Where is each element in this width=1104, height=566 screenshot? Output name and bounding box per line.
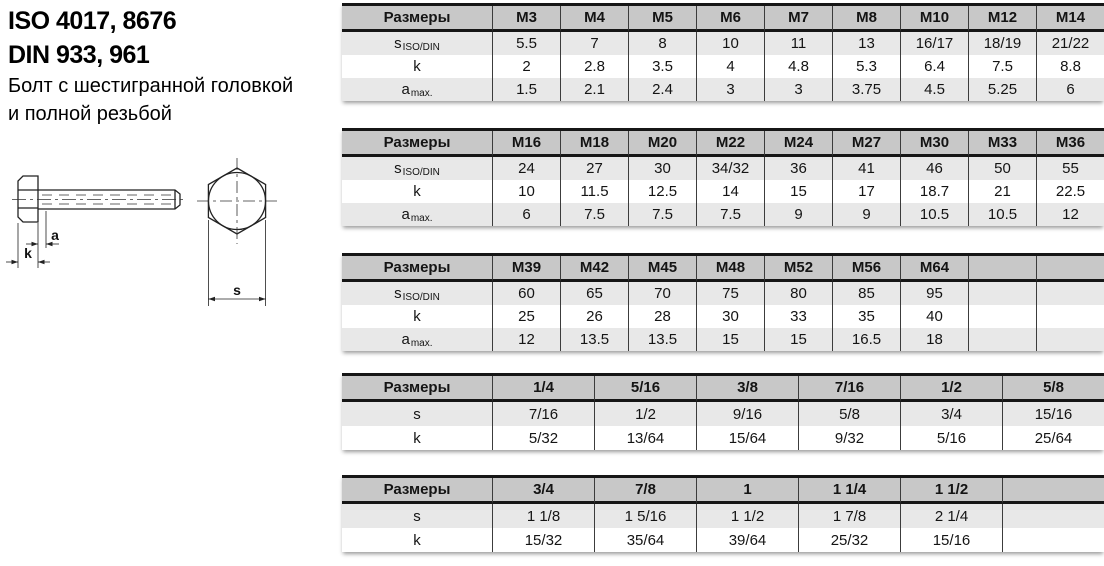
column-header	[1036, 256, 1104, 282]
spec-table-1	[342, 3, 1104, 101]
value-cell	[968, 282, 1036, 305]
value-cell: 40	[900, 305, 968, 328]
column-header: 1/2	[900, 376, 1002, 402]
row-label	[342, 328, 492, 351]
value-cell: 15	[696, 328, 764, 351]
column-header: M42	[560, 256, 628, 282]
row-label	[342, 78, 492, 101]
value-cell: 1/2	[594, 402, 696, 426]
value-cell	[968, 328, 1036, 351]
bolt-technical-drawing	[4, 156, 290, 334]
column-header: 1	[696, 478, 798, 504]
row-label-subscript: max.	[410, 213, 433, 224]
description-line-2: и полной резьбой	[8, 103, 172, 125]
value-cell: 46	[900, 157, 968, 180]
value-cell: 2.1	[560, 78, 628, 101]
value-cell: 14	[696, 180, 764, 203]
column-header: 7/8	[594, 478, 696, 504]
value-cell: 2 1/4	[900, 504, 1002, 528]
value-cell: 13	[832, 32, 900, 55]
value-cell: 10.5	[900, 203, 968, 226]
value-cell	[1036, 305, 1104, 328]
value-cell: 35/64	[594, 528, 696, 552]
dim-label-a: a	[51, 227, 59, 243]
value-cell: 3	[696, 78, 764, 101]
row-label	[342, 504, 492, 528]
standards-din: DIN 933, 961	[8, 41, 150, 69]
column-header: M6	[696, 6, 764, 32]
column-header: M39	[492, 256, 560, 282]
bolt-side-view	[18, 176, 180, 222]
value-cell: 3/4	[900, 402, 1002, 426]
value-cell	[1002, 528, 1104, 552]
row-label-subscript: max.	[410, 338, 433, 349]
value-cell: 3	[764, 78, 832, 101]
column-header: M27	[832, 131, 900, 157]
value-cell: 6	[1036, 78, 1104, 101]
column-header: M52	[764, 256, 832, 282]
column-header: M56	[832, 256, 900, 282]
value-cell: 5.25	[968, 78, 1036, 101]
value-cell: 9/16	[696, 402, 798, 426]
value-cell: 24	[492, 157, 560, 180]
value-cell: 12	[1036, 203, 1104, 226]
row-label-symbol: s	[394, 160, 402, 177]
value-cell: 12.5	[628, 180, 696, 203]
value-cell: 9	[832, 203, 900, 226]
value-cell: 13.5	[560, 328, 628, 351]
value-cell: 13/64	[594, 426, 696, 450]
spec-table-4	[342, 373, 1104, 450]
column-header	[1002, 478, 1104, 504]
value-cell: 8	[628, 32, 696, 55]
value-cell: 13.5	[628, 328, 696, 351]
column-header: M45	[628, 256, 696, 282]
row-label-symbol: a	[401, 206, 410, 223]
value-cell: 21	[968, 180, 1036, 203]
value-cell: 7.5	[560, 203, 628, 226]
row-label-symbol: a	[401, 331, 410, 348]
value-cell: 39/64	[696, 528, 798, 552]
value-cell: 5.5	[492, 32, 560, 55]
value-cell: 65	[560, 282, 628, 305]
row-label-symbol: s	[413, 507, 421, 525]
value-cell: 25/64	[1002, 426, 1104, 450]
column-header	[968, 256, 1036, 282]
value-cell: 7.5	[696, 203, 764, 226]
row-label	[342, 157, 492, 180]
spec-table-2	[342, 128, 1104, 226]
value-cell: 28	[628, 305, 696, 328]
column-header: 7/16	[798, 376, 900, 402]
value-cell: 8.8	[1036, 55, 1104, 78]
row-label	[342, 180, 492, 203]
table-header-label: Размеры	[342, 256, 492, 282]
column-header: 5/8	[1002, 376, 1104, 402]
column-header: M12	[968, 6, 1036, 32]
value-cell: 16.5	[832, 328, 900, 351]
spec-table-5	[342, 475, 1104, 552]
value-cell: 10	[696, 32, 764, 55]
row-label-symbol: a	[401, 81, 410, 98]
row-label-symbol: s	[394, 285, 402, 302]
value-cell: 1 5/16	[594, 504, 696, 528]
value-cell: 9/32	[798, 426, 900, 450]
column-header: 1 1/2	[900, 478, 1002, 504]
value-cell: 36	[764, 157, 832, 180]
value-cell: 15/16	[1002, 402, 1104, 426]
table-header-label: Размеры	[342, 376, 492, 402]
row-label-symbol: s	[413, 405, 421, 423]
standards-block	[8, 4, 293, 128]
value-cell: 5/16	[900, 426, 1002, 450]
value-cell: 30	[628, 157, 696, 180]
value-cell: 1 1/2	[696, 504, 798, 528]
value-cell: 18.7	[900, 180, 968, 203]
value-cell: 1.5	[492, 78, 560, 101]
value-cell: 18	[900, 328, 968, 351]
tables-panel	[342, 0, 1104, 566]
value-cell: 10	[492, 180, 560, 203]
value-cell: 7	[560, 32, 628, 55]
value-cell	[1036, 282, 1104, 305]
value-cell: 4	[696, 55, 764, 78]
dim-label-s: s	[233, 282, 241, 298]
column-header: M7	[764, 6, 832, 32]
row-label	[342, 426, 492, 450]
value-cell: 25	[492, 305, 560, 328]
description-line-1: Болт с шестигранной головкой	[8, 75, 294, 97]
value-cell: 3.5	[628, 55, 696, 78]
row-label-symbol: k	[413, 531, 421, 549]
row-label-symbol: k	[413, 308, 421, 325]
column-header: M48	[696, 256, 764, 282]
row-label	[342, 282, 492, 305]
value-cell: 2	[492, 55, 560, 78]
table-header-label: Размеры	[342, 131, 492, 157]
column-header: M18	[560, 131, 628, 157]
value-cell: 34/32	[696, 157, 764, 180]
column-header: M3	[492, 6, 560, 32]
value-cell: 11	[764, 32, 832, 55]
row-label	[342, 32, 492, 55]
row-label	[342, 402, 492, 426]
value-cell: 4.5	[900, 78, 968, 101]
value-cell: 16/17	[900, 32, 968, 55]
value-cell: 2.8	[560, 55, 628, 78]
value-cell: 7.5	[628, 203, 696, 226]
column-header: 1 1/4	[798, 478, 900, 504]
value-cell: 7/16	[492, 402, 594, 426]
value-cell: 11.5	[560, 180, 628, 203]
row-label-symbol: k	[413, 429, 421, 447]
column-header: M5	[628, 6, 696, 32]
value-cell: 70	[628, 282, 696, 305]
value-cell: 75	[696, 282, 764, 305]
value-cell: 12	[492, 328, 560, 351]
row-label-symbol: s	[394, 35, 402, 52]
table-header-label: Размеры	[342, 6, 492, 32]
dim-label-k: k	[24, 245, 32, 261]
value-cell: 1 1/8	[492, 504, 594, 528]
value-cell: 80	[764, 282, 832, 305]
value-cell	[968, 305, 1036, 328]
row-label	[342, 305, 492, 328]
value-cell: 6.4	[900, 55, 968, 78]
column-header: 5/16	[594, 376, 696, 402]
column-header: M10	[900, 6, 968, 32]
value-cell: 7.5	[968, 55, 1036, 78]
standards-iso: ISO 4017, 8676	[8, 7, 177, 35]
row-label-symbol: k	[413, 183, 421, 200]
column-header: M4	[560, 6, 628, 32]
column-header: M30	[900, 131, 968, 157]
column-header: M20	[628, 131, 696, 157]
value-cell: 10.5	[968, 203, 1036, 226]
column-header: M33	[968, 131, 1036, 157]
column-header: M64	[900, 256, 968, 282]
value-cell: 85	[832, 282, 900, 305]
value-cell: 22.5	[1036, 180, 1104, 203]
value-cell: 17	[832, 180, 900, 203]
column-header: 3/4	[492, 478, 594, 504]
value-cell: 60	[492, 282, 560, 305]
value-cell: 41	[832, 157, 900, 180]
value-cell: 26	[560, 305, 628, 328]
value-cell: 15/32	[492, 528, 594, 552]
row-label-subscript: ISO/DIN	[402, 292, 440, 303]
value-cell: 4.8	[764, 55, 832, 78]
value-cell: 25/32	[798, 528, 900, 552]
value-cell: 50	[968, 157, 1036, 180]
value-cell: 27	[560, 157, 628, 180]
row-label-symbol: k	[413, 58, 421, 75]
value-cell	[1002, 504, 1104, 528]
column-header: M36	[1036, 131, 1104, 157]
value-cell: 55	[1036, 157, 1104, 180]
value-cell: 5/8	[798, 402, 900, 426]
value-cell: 6	[492, 203, 560, 226]
value-cell: 15/64	[696, 426, 798, 450]
row-label-subscript: ISO/DIN	[402, 167, 440, 178]
column-header: M8	[832, 6, 900, 32]
spec-table-3	[342, 253, 1104, 351]
value-cell: 33	[764, 305, 832, 328]
value-cell: 9	[764, 203, 832, 226]
value-cell	[1036, 328, 1104, 351]
value-cell: 15	[764, 328, 832, 351]
value-cell: 3.75	[832, 78, 900, 101]
table-header-label: Размеры	[342, 478, 492, 504]
value-cell: 21/22	[1036, 32, 1104, 55]
value-cell: 1 7/8	[798, 504, 900, 528]
value-cell: 2.4	[628, 78, 696, 101]
column-header: 3/8	[696, 376, 798, 402]
row-label	[342, 203, 492, 226]
value-cell: 5.3	[832, 55, 900, 78]
column-header: M24	[764, 131, 832, 157]
value-cell: 15/16	[900, 528, 1002, 552]
row-label	[342, 55, 492, 78]
column-header: M22	[696, 131, 764, 157]
value-cell: 18/19	[968, 32, 1036, 55]
value-cell: 30	[696, 305, 764, 328]
value-cell: 5/32	[492, 426, 594, 450]
value-cell: 35	[832, 305, 900, 328]
value-cell: 15	[764, 180, 832, 203]
row-label	[342, 528, 492, 552]
column-header: 1/4	[492, 376, 594, 402]
row-label-subscript: max.	[410, 88, 433, 99]
column-header: M16	[492, 131, 560, 157]
value-cell: 95	[900, 282, 968, 305]
column-header: M14	[1036, 6, 1104, 32]
row-label-subscript: ISO/DIN	[402, 42, 440, 53]
